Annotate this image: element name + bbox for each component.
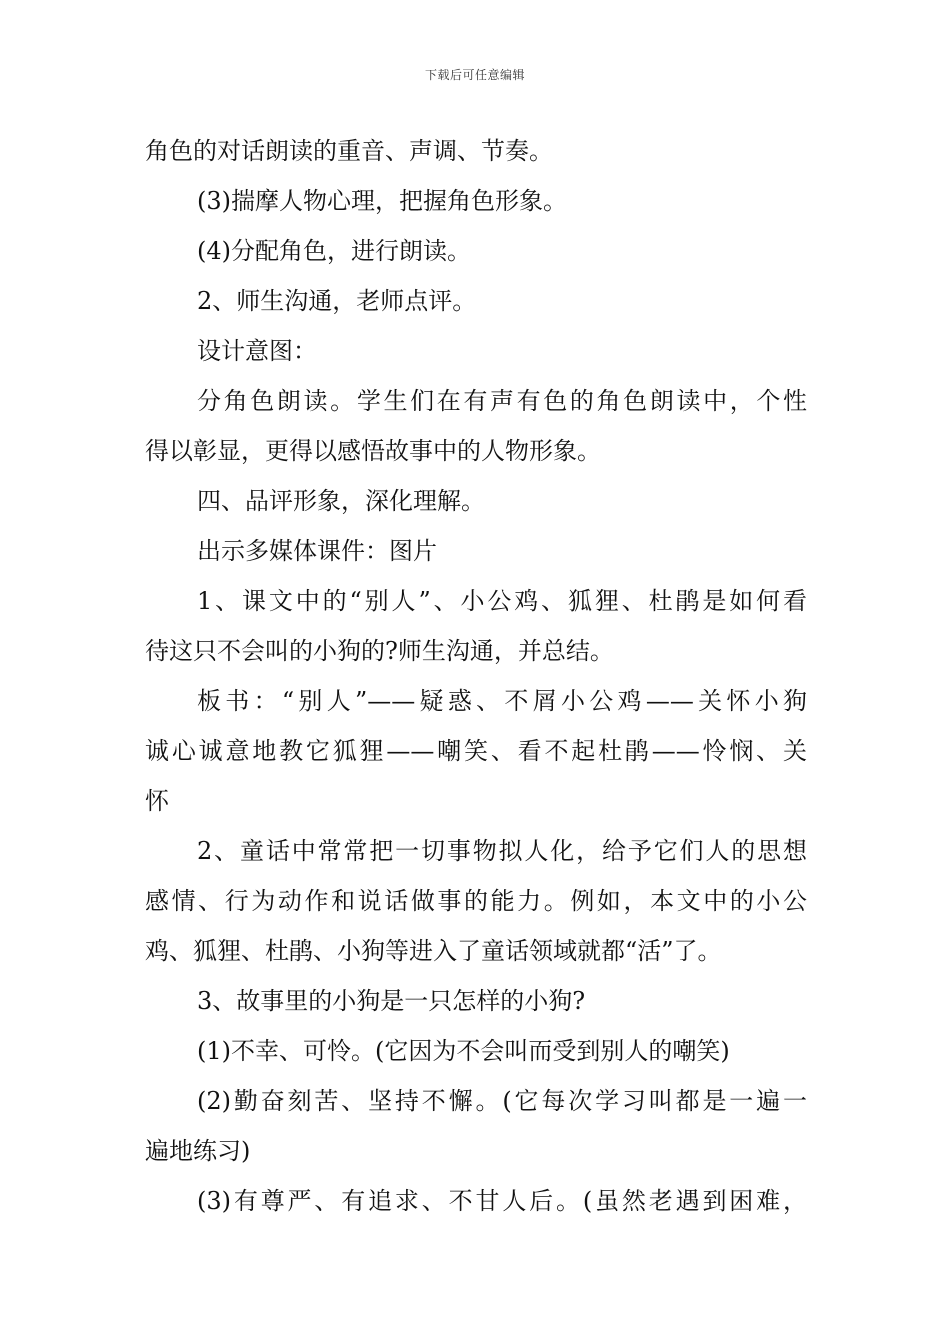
text-line: 板书：“别人”——疑惑、不屑小公鸡——关怀小狗 (197, 687, 807, 715)
text-line: 遍地练习) (145, 1137, 251, 1165)
text-line: 2、童话中常常把一切事物拟人化，给予它们人的思想 (197, 837, 807, 865)
text-line: 感情、行为动作和说话做事的能力。例如，本文中的小公 (145, 887, 807, 915)
text-line: 四、品评形象，深化理解。 (197, 487, 485, 515)
text-line: 设计意图： (197, 337, 317, 365)
text-line: 怀 (145, 787, 169, 815)
text-line: (3)揣摩人物心理，把握角色形象。 (197, 187, 567, 215)
page-header: 下载后可任意编辑 (424, 68, 525, 82)
text-line: 诚心诚意地教它狐狸——嘲笑、看不起杜鹃——怜悯、关 (145, 737, 807, 765)
text-line: 出示多媒体课件：图片 (197, 537, 437, 565)
text-line: 鸡、狐狸、杜鹃、小狗等进入了童话领域就都“活”了。 (145, 937, 722, 965)
text-line: 角色的对话朗读的重音、声调、节奏。 (145, 137, 553, 165)
text-line: (2)勤奋刻苦、坚持不懈。(它每次学习叫都是一遍一 (197, 1087, 807, 1115)
text-line: 分角色朗读。学生们在有声有色的角色朗读中，个性 (197, 387, 807, 415)
text-line: 待这只不会叫的小狗的?师生沟通，并总结。 (145, 637, 614, 665)
text-line: 2、师生沟通，老师点评。 (197, 287, 477, 315)
text-line: 3、故事里的小狗是一只怎样的小狗? (197, 987, 586, 1015)
text-line: 得以彰显，更得以感悟故事中的人物形象。 (145, 437, 601, 465)
text-line: (1)不幸、可怜。(它因为不会叫而受到别人的嘲笑) (197, 1037, 730, 1065)
text-line: (4)分配角色，进行朗读。 (197, 237, 471, 265)
text-line: (3)有尊严、有追求、不甘人后。(虽然老遇到困难， (197, 1187, 807, 1215)
text-line: 1、课文中的“别人”、小公鸡、狐狸、杜鹃是如何看 (197, 587, 807, 615)
document-body (145, 126, 807, 1226)
